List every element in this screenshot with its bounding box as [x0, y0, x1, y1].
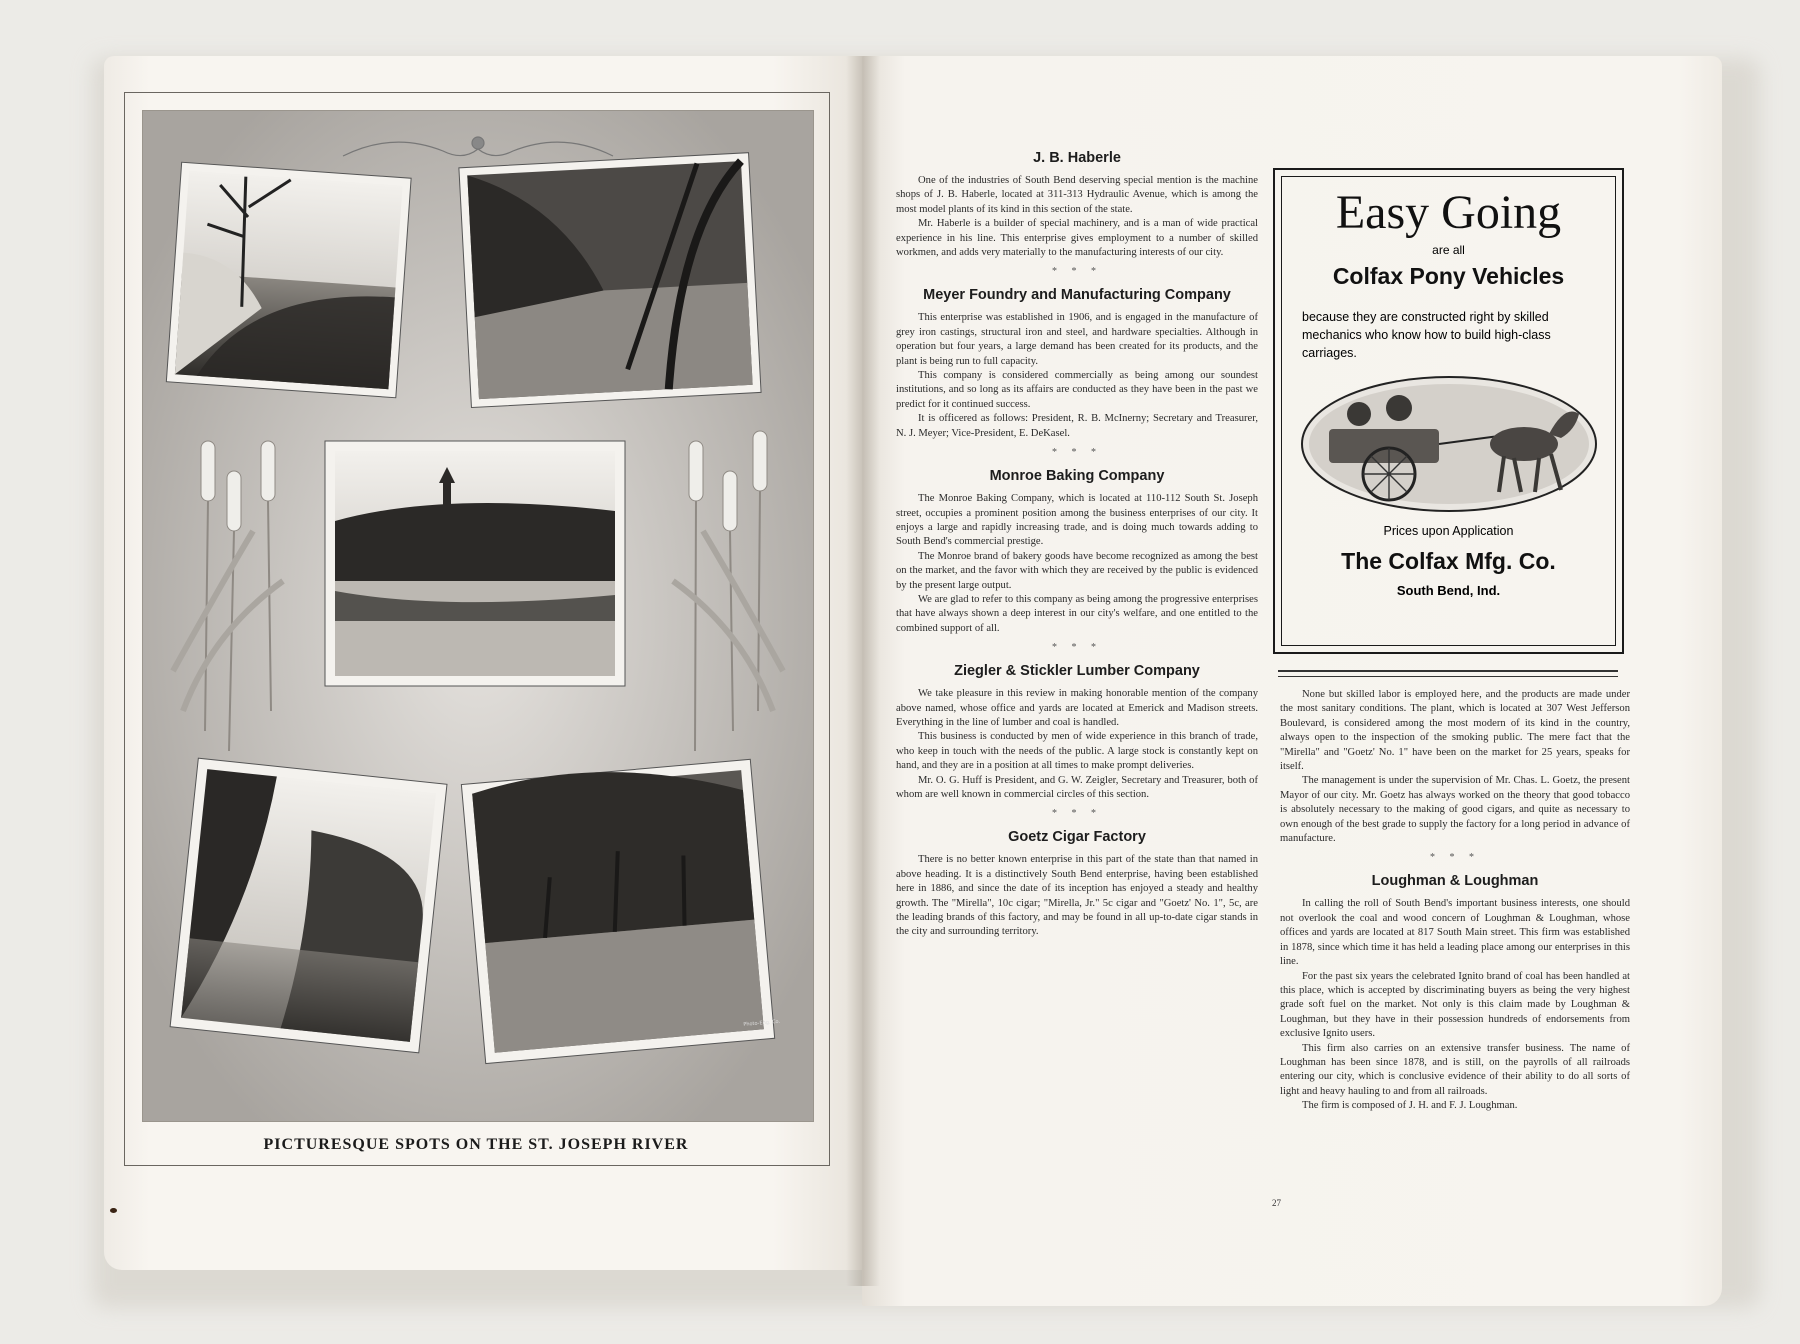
- loughman-paragraph-1: In calling the roll of South Bend's important business interests, one should not overlook the coal and wood concern of Loughman & Loughman, whose offices and yards are located at 817 South Main street. This firm was established in 1878, since which time it has held a leading place among our enterprises in this line.: [1280, 898, 1630, 968]
- haberle-paragraph-1: One of the industries of South Bend deserving special mention is the machine shops of J. B. Haberle, located at 311-313 Hydraulic Avenue, which is among the most model plants of its kind in this section of the state.: [896, 175, 1258, 215]
- engraver-mark: Photo-Eng. Co.: [743, 1018, 781, 1028]
- ad-are-all: are all: [1432, 243, 1465, 257]
- colfax-advertisement: [1273, 168, 1624, 654]
- text-column-left: [896, 150, 1258, 940]
- ziegler-title: Ziegler & Stickler Lumber Company: [954, 663, 1200, 680]
- section-separator: * * *: [1052, 642, 1102, 654]
- haberle-title: J. B. Haberle: [1033, 150, 1121, 166]
- ad-subhead: Colfax Pony Vehicles: [1332, 263, 1565, 289]
- loughman-title: Loughman & Loughman: [1371, 873, 1539, 890]
- ziegler-paragraph-1: We take pleasure in this review in making honorable mention of the company above named, whose office and yards are located at Emerick and Madison streets. Everything in the line of lumber and coal is handled.: [896, 688, 1258, 728]
- book-gutter: [846, 56, 880, 1286]
- ad-headline: Easy Going: [1335, 186, 1562, 239]
- page-number: 27: [1272, 1198, 1281, 1208]
- ziegler-paragraph-2: This business is conducted by men of wide experience in this branch of trade, who keep in touch with the needs of the public. A large stock is constantly kept on hand, and they are in a position at all times to make prompt deliveries.: [896, 731, 1258, 772]
- meyer-title: Meyer Foundry and Manufacturing Company: [923, 287, 1231, 304]
- ad-prices: Prices upon Application: [1383, 524, 1514, 538]
- goetz-paragraph-1: There is no better known enterprise in this part of the state than that named in above heading. It is a distinctively South Bend enterprise, having been established here in 1886, and since the date of its inception has enjoyed a steady and healthy growth. The "Mirella", 10c cigar; "Mirella, Jr." 5c cigar and "Goetz' No. 1", 5c, are the leading brands of this factory, and may be found in all up-to-date cigar stands in the city and surrounding territory.: [896, 854, 1258, 938]
- wooded-river-bend-photo: [170, 758, 447, 1053]
- haberle-paragraph-2: Mr. Haberle is a builder of special machinery, and is a man of wide practical experience in his line. This enterprise gives employment to a number of skilled workmen, and adds very materially to the manufacturing interests of our city.: [896, 218, 1258, 259]
- section-separator: * * *: [1052, 808, 1102, 820]
- section-separator: * * *: [1052, 447, 1102, 459]
- goetz-continued-paragraph-1: None but skilled labor is employed here, and the products are made under the most sanitary conditions. The plant, which is located at 307 West Jefferson Boulevard, is considered among the most modern of its kind in the country, always open to the inspection of the smoking public. The mere fact that the "Mirella" and "Goetz' No. 1" have been on the market for 25 years, speaks for itself.: [1280, 689, 1630, 773]
- ad-city: South Bend, Ind.: [1396, 583, 1501, 598]
- plate-caption: PICTURESQUE SPOTS ON THE ST. JOSEPH RIVER: [263, 1136, 689, 1153]
- goetz-title: Goetz Cigar Factory: [1008, 829, 1146, 846]
- meyer-paragraph-2: This company is considered commercially as being among our soundest institutions, and so long as its affairs are conducted as they have been in the past we predict for it continued success.: [896, 370, 1258, 410]
- photo-plate: [142, 110, 814, 1122]
- river-with-church-tower-photo: [325, 441, 625, 686]
- meyer-paragraph-1: This enterprise was established in 1906, and is engaged in the manufacture of grey iron castings, structural iron and steel, and hardware specialties. Although in operation but four years, a large demand has been created for its products, and the plant is being run to full capacity.: [896, 312, 1258, 367]
- monroe-title: Monroe Baking Company: [989, 468, 1165, 485]
- loughman-paragraph-2: For the past six years the celebrated Ignito brand of coal has been handled at this place, which is accepted by discriminating buyers as being the very highest grade soft fuel on the market. Not only is this claim made by Loughman & Loughman, but they have in their possession hundreds of endorsements from exclusive Ignito users.: [1280, 970, 1630, 1040]
- meyer-paragraph-3: It is officered as follows: President, R. B. McInerny; Secretary and Treasurer, N. J. Meyer; Vice-President, E. DeKasel.: [896, 413, 1258, 439]
- tree-lined-river-photo: [459, 153, 761, 408]
- monroe-paragraph-3: We are glad to refer to this company as being among the progressive enterprises that have always shown a deep interest in our city's welfare, and one entitled to the combined support of all.: [896, 593, 1258, 634]
- double-rule: [1278, 670, 1618, 677]
- pony-cart-illustration: [1299, 374, 1599, 514]
- goetz-continued-paragraph-2: The management is under the supervision of Mr. Chas. L. Goetz, the present Mayor of our city. Mr. Goetz has always worked on the theory that good tobacco is absolutely necessary to the making of good cigars, and quite as necessary to own enough of the best grade to supply the factory for a long period in advance of manufacture.: [1280, 775, 1630, 845]
- river-shore-trees-photo: [461, 757, 782, 1063]
- text-column-right: [1280, 688, 1630, 1114]
- section-separator: * * *: [1052, 266, 1102, 278]
- ad-inner-frame: [1281, 176, 1616, 646]
- ad-copy: because they are constructed right by skilled mechanics who know how to build high-class carriages.: [1302, 310, 1551, 360]
- ad-company: The Colfax Mfg. Co.: [1341, 548, 1556, 574]
- photo-collage: [143, 111, 813, 1121]
- river-bank-path-photo: [166, 162, 411, 398]
- section-separator: * * *: [1430, 852, 1480, 864]
- loughman-paragraph-4: The firm is composed of J. H. and F. J. Loughman.: [1302, 1100, 1518, 1112]
- ink-spot: [110, 1208, 117, 1213]
- loughman-paragraph-3: This firm also carries on an extensive transfer business. The name of Loughman has been since 1878, and is still, on the payrolls of all railroads entering our city, which is conclusive evidence of their ability to do all sorts of light and heavy hauling to and from all railroads.: [1280, 1042, 1630, 1097]
- monroe-paragraph-2: The Monroe brand of bakery goods have become recognized as among the best on the market, and the favor with which they are received by the public is evidenced by the present large output.: [896, 550, 1258, 591]
- monroe-paragraph-1: The Monroe Baking Company, which is located at 110-112 South St. Joseph street, occupies a prominent position among the business enterprises of our city. It enjoys a large and rapidly increasing trade, and is doing much towards adding to South Bend's commercial prestige.: [896, 493, 1258, 548]
- ziegler-paragraph-3: Mr. O. G. Huff is President, and G. W. Zeigler, Secretary and Treasurer, both of whom are well known in commercial circles of this section.: [896, 774, 1258, 800]
